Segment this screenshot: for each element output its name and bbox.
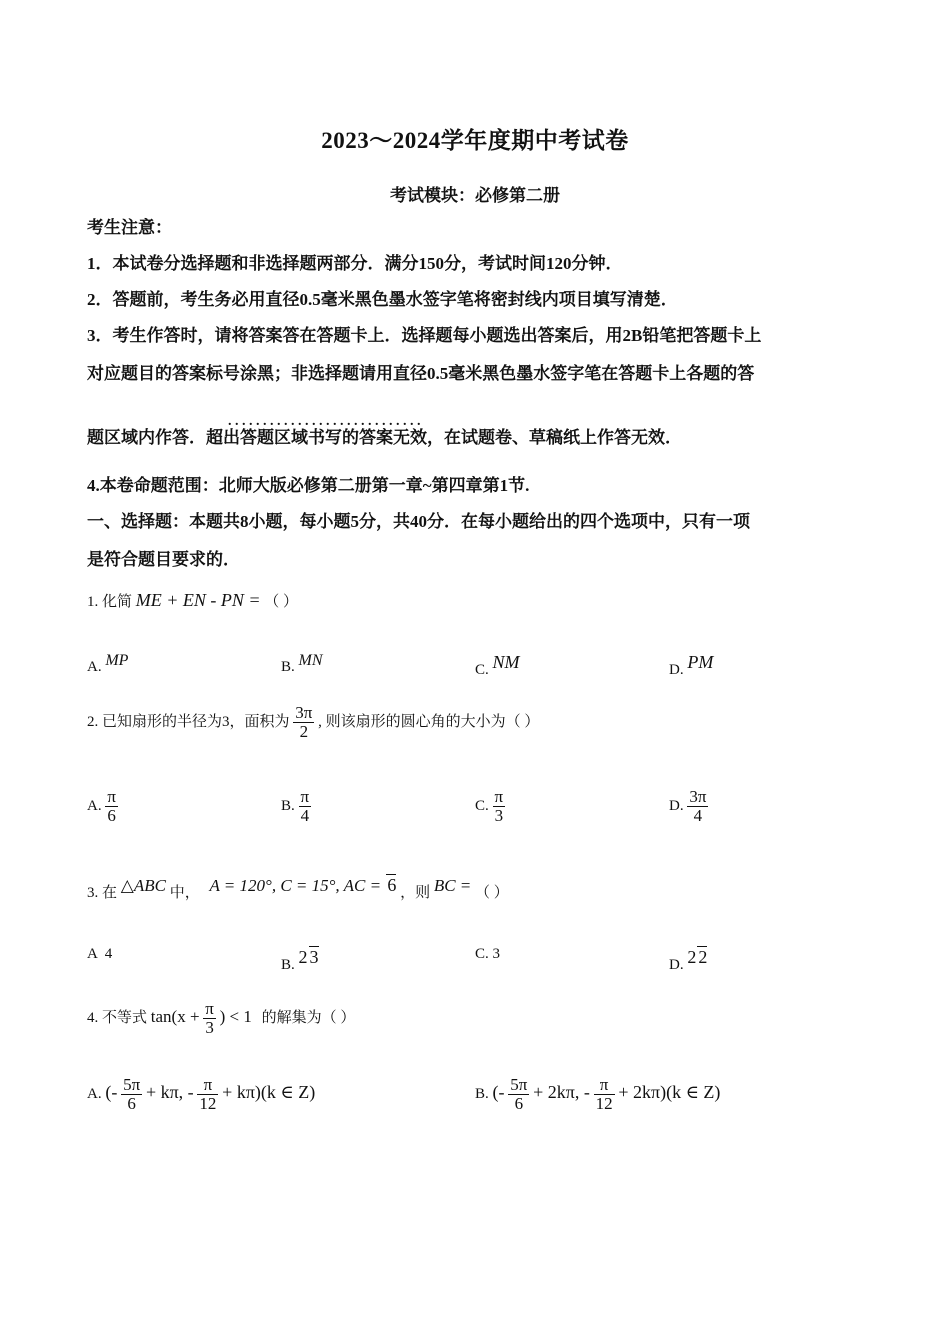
option-label: A xyxy=(87,946,98,962)
fraction-denominator: 4 xyxy=(299,806,312,825)
q3-option-c[interactable] xyxy=(475,946,500,963)
fraction-denominator: 6 xyxy=(121,1094,142,1113)
option-label: C. xyxy=(475,946,489,962)
fraction-denominator: 12 xyxy=(595,1093,613,1113)
fraction-numerator: π xyxy=(599,1075,609,1094)
q2-option-b[interactable] xyxy=(281,788,311,825)
option-fraction xyxy=(299,788,312,825)
notice-line-4: 4.本卷命题范围：北师大版必修第二册第一章~第四章第1节. xyxy=(87,476,530,495)
q2-option-c[interactable] xyxy=(475,788,505,825)
option-fraction-2 xyxy=(197,1076,218,1113)
q4-prefix: 4. 不等式 xyxy=(87,1009,148,1026)
q4-option-a[interactable] xyxy=(87,1076,315,1113)
interval-middle: + 2kπ, - xyxy=(533,1081,590,1102)
option-label: D. xyxy=(669,957,684,973)
option-label: D. xyxy=(669,662,684,678)
option-value: PM xyxy=(687,652,714,672)
option-root: 3 xyxy=(309,947,319,967)
question-4 xyxy=(87,1000,355,1037)
q3-mid: 中， xyxy=(169,885,200,901)
option-fraction xyxy=(493,788,506,825)
fraction-numerator: 3π xyxy=(689,787,707,806)
option-fraction-1 xyxy=(121,1076,142,1113)
fraction-denominator: 6 xyxy=(508,1094,529,1113)
fraction-denominator: 3 xyxy=(493,806,506,825)
option-value: 3 xyxy=(492,946,501,962)
notice-line-2: 2．答题前，考生务必用直径0.5毫米黑色墨水签字笔将密封线内项目填写清楚． xyxy=(87,290,678,309)
fraction-denominator: 6 xyxy=(105,806,118,825)
q1-expression: ME + EN - PN = xyxy=(135,590,261,610)
fraction-numerator: 5π xyxy=(123,1075,141,1094)
question-3 xyxy=(87,874,509,902)
q3-triangle: △ABC xyxy=(120,876,166,895)
q3-given: A = 120°, C = 15°, AC = xyxy=(209,876,386,895)
option-coefficient: 2 xyxy=(687,947,697,967)
option-label: B. xyxy=(281,659,295,675)
fraction-numerator: π xyxy=(494,787,504,806)
fraction-numerator: 3π xyxy=(295,703,313,722)
notice-heading: 考生注意： xyxy=(87,218,172,237)
option-value: NM xyxy=(492,652,520,672)
option-fraction-1 xyxy=(508,1076,529,1113)
option-value: MN xyxy=(298,652,323,669)
q2-option-a[interactable] xyxy=(87,788,118,825)
option-fraction xyxy=(687,788,708,825)
emphasis-dots: . . . . . . . . . . . . . . . . . . . . . . . . . . . . xyxy=(228,414,421,429)
exam-subtitle: 考试模块：必修第二册 xyxy=(390,186,560,205)
option-label: B. xyxy=(475,1085,489,1102)
q3-option-a[interactable] xyxy=(87,946,112,963)
q1-option-b[interactable] xyxy=(281,652,323,676)
q3-prefix: 3. 在 xyxy=(87,885,118,901)
notice-line-3a: 3．考生作答时，请将答案答在答题卡上．选择题每小题选出答案后，用2B铅笔把答题卡上 xyxy=(87,326,762,345)
fraction-denominator: 4 xyxy=(687,806,708,825)
option-root: 2 xyxy=(698,947,708,967)
fraction-denominator: 3 xyxy=(203,1018,216,1037)
option-label: C. xyxy=(475,662,489,678)
q2-area-fraction xyxy=(293,704,314,741)
option-fraction xyxy=(105,788,118,825)
interval-end: + kπ)(k ∈ Z) xyxy=(222,1081,316,1102)
option-label: A. xyxy=(87,659,102,675)
option-value: 4 xyxy=(104,946,113,962)
interval-open: (- xyxy=(105,1081,118,1102)
section-heading-line-1: 一、选择题：本题共8小题，每小题5分，共40分．在每小题给出的四个选项中，只有一项 xyxy=(87,512,750,531)
option-coefficient: 2 xyxy=(298,947,308,967)
fraction-denominator: 2 xyxy=(293,722,314,741)
q3-option-b[interactable] xyxy=(281,946,319,974)
q2-option-d[interactable] xyxy=(669,788,708,825)
q3-then: ，则 xyxy=(400,885,431,901)
section-heading-line-2: 是符合题目要求的． xyxy=(87,550,240,569)
interval-open: (- xyxy=(492,1081,505,1102)
q1-prefix: 1. 化简 xyxy=(87,594,133,610)
q4-expr-left: tan(x + xyxy=(150,1006,200,1026)
notice-line-3c: 题区域内作答．超出答题区域书写的答案无效，在试题卷、草稿纸上作答无效． xyxy=(87,428,682,447)
q2-prefix: 2. 已知扇形的半径为3，面积为 xyxy=(87,713,290,730)
option-fraction-2 xyxy=(594,1076,615,1113)
q3-suffix: （ ） xyxy=(475,885,509,901)
option-label: D. xyxy=(669,797,684,814)
interval-middle: + kπ, - xyxy=(145,1081,194,1102)
fraction-numerator: π xyxy=(107,787,116,806)
fraction-numerator: π xyxy=(205,999,214,1018)
q3-option-d[interactable] xyxy=(669,946,707,974)
notice-line-3b: 对应题目的答案标号涂黑；非选择题请用直径0.5毫米黑色墨水签字笔在答题卡上各题的答 xyxy=(87,364,755,383)
fraction-denominator: 12 xyxy=(199,1093,217,1113)
question-2 xyxy=(87,704,539,741)
q1-option-a[interactable] xyxy=(87,652,128,676)
option-label: B. xyxy=(281,957,295,973)
q3-given-root: 6 xyxy=(387,875,397,895)
q4-fraction xyxy=(203,1000,216,1037)
exam-title: 2023～2024学年度期中考试卷 xyxy=(321,128,629,153)
option-label: A. xyxy=(87,1085,102,1102)
fraction-numerator: π xyxy=(300,787,310,806)
q4-expr-right: ) < 1 xyxy=(219,1006,252,1026)
option-label: A. xyxy=(87,797,102,814)
option-value: MP xyxy=(105,652,129,669)
option-label: B. xyxy=(281,797,295,814)
q2-suffix: , 则该扇形的圆心角的大小为（ ） xyxy=(318,713,540,730)
q4-option-b[interactable] xyxy=(475,1076,720,1113)
q1-option-d[interactable] xyxy=(669,652,713,679)
q4-suffix: 的解集为（ ） xyxy=(261,1009,356,1026)
interval-end: + 2kπ)(k ∈ Z) xyxy=(618,1081,721,1102)
fraction-numerator: π xyxy=(203,1075,213,1094)
option-label: C. xyxy=(475,797,489,814)
fraction-numerator: 5π xyxy=(510,1075,528,1094)
notice-line-1: 1．本试卷分选择题和非选择题两部分．满分150分，考试时间120分钟． xyxy=(87,254,623,273)
question-1 xyxy=(87,590,298,611)
q1-option-c[interactable] xyxy=(475,652,520,679)
q3-ask: BC = xyxy=(433,876,472,895)
q1-suffix: （ ） xyxy=(264,594,299,610)
